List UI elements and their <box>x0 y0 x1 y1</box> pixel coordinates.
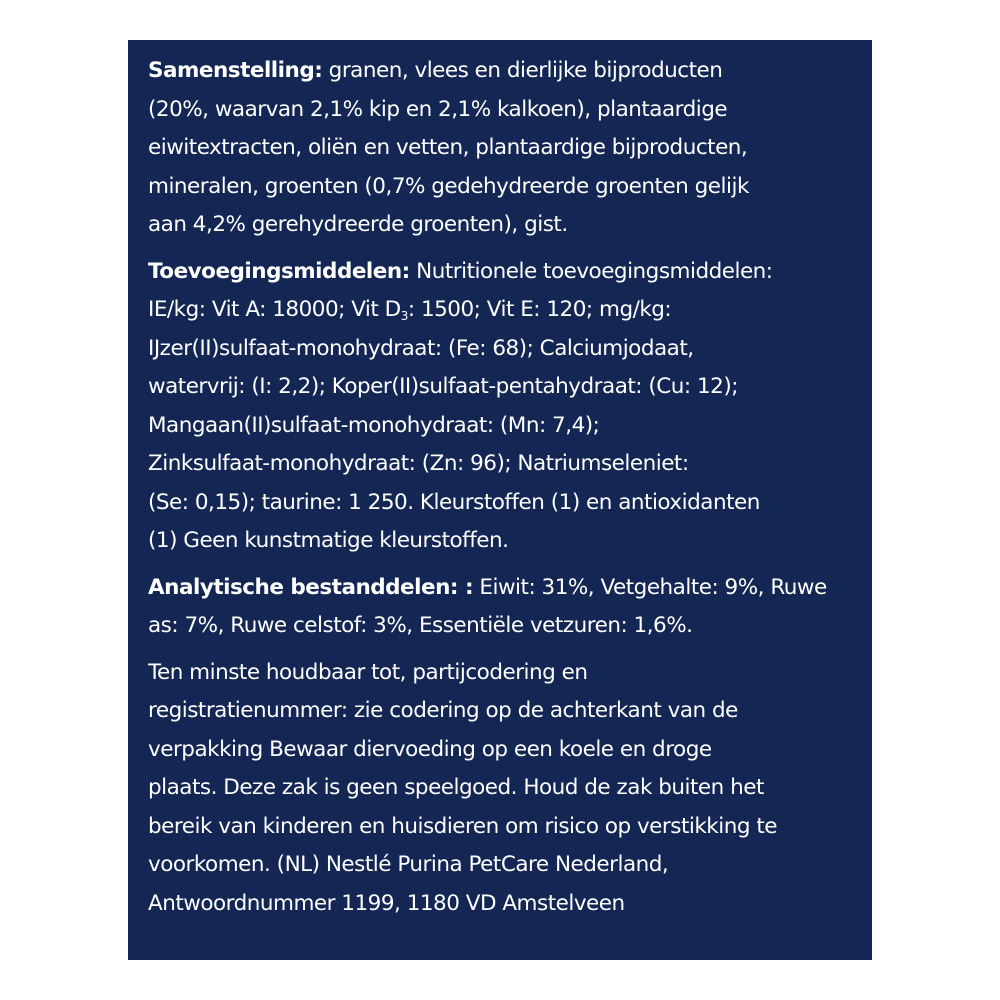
text-line: mineralen, groenten (0,7% gedehydreerde groenten gelijk <box>148 173 749 199</box>
text-line: voorkomen. (NL) Nestlé Purina PetCare Nederland, <box>148 852 669 877</box>
composition-text: granen, vlees en dierlijke bijproducten <box>322 58 723 83</box>
additives-label: Toevoegingsmiddelen: <box>148 258 410 284</box>
text-line: verpakking Bewaar diervoeding op een koele en droge <box>148 736 712 762</box>
text-line: Zinksulfaat-monohydraat: (Zn: 96); Natriumseleniet: <box>148 451 689 476</box>
vitamin-text-end: : 1500; Vit E: 120; mg/kg: <box>407 297 672 322</box>
text-line: watervrij: (I: 2,2); Koper(II)sulfaat-pentahydraat: (Cu: 12); <box>148 374 738 399</box>
composition-section <box>148 52 852 245</box>
storage-section <box>148 654 852 924</box>
analytical-section <box>148 569 852 646</box>
text-line: eiwitextracten, oliën en vetten, plantaardige bijproducten, <box>148 135 748 160</box>
analytical-text: Eiwit: 31%, Vetgehalte: 9%, Ruwe <box>473 574 827 600</box>
text-line: as: 7%, Ruwe celstof: 3%, Essentiële vetzuren: 1,6%. <box>148 613 693 638</box>
text-line: IJzer(II)sulfaat-monohydraat: (Fe: 68); Calciumjodaat, <box>148 335 694 361</box>
text-line: plaats. Deze zak is geen speelgoed. Houd de zak buiten het <box>148 775 764 800</box>
text-line <box>148 253 852 292</box>
additives-section <box>148 253 852 561</box>
analytical-label: Analytische bestanddelen: : <box>148 574 474 600</box>
text-line: (20%, waarvan 2,1% kip en 2,1% kalkoen), plantaardige <box>148 96 728 122</box>
additives-text: Nutritionele toevoegingsmiddelen: <box>409 258 773 284</box>
vitamin-d-subscript: 3 <box>400 309 408 323</box>
text-line: Ten minste houdbaar tot, partijcodering en <box>148 659 588 685</box>
text-line: Antwoordnummer 1199, 1180 VD Amstelveen <box>148 890 625 916</box>
text-line: bereik van kinderen en huisdieren om risico op verstikking te <box>148 813 777 839</box>
text-line: aan 4,2% gerehydreerde groenten), gist. <box>148 212 568 237</box>
vitamin-text-start: IE/kg: Vit A: 18000; Vit D <box>148 297 401 322</box>
ingredients-panel <box>128 40 872 960</box>
text-line <box>148 52 852 91</box>
text-line <box>148 291 852 330</box>
text-line <box>148 569 852 608</box>
text-line: (Se: 0,15); taurine: 1 250. Kleurstoffen (1) en antioxidanten <box>148 489 760 515</box>
text-line: (1) Geen kunstmatige kleurstoffen. <box>148 528 509 553</box>
composition-label: Samenstelling: <box>148 58 323 83</box>
text-line: registratienummer: zie codering op de achterkant van de <box>148 698 738 723</box>
text-line: Mangaan(II)sulfaat-monohydraat: (Mn: 7,4); <box>148 412 600 438</box>
